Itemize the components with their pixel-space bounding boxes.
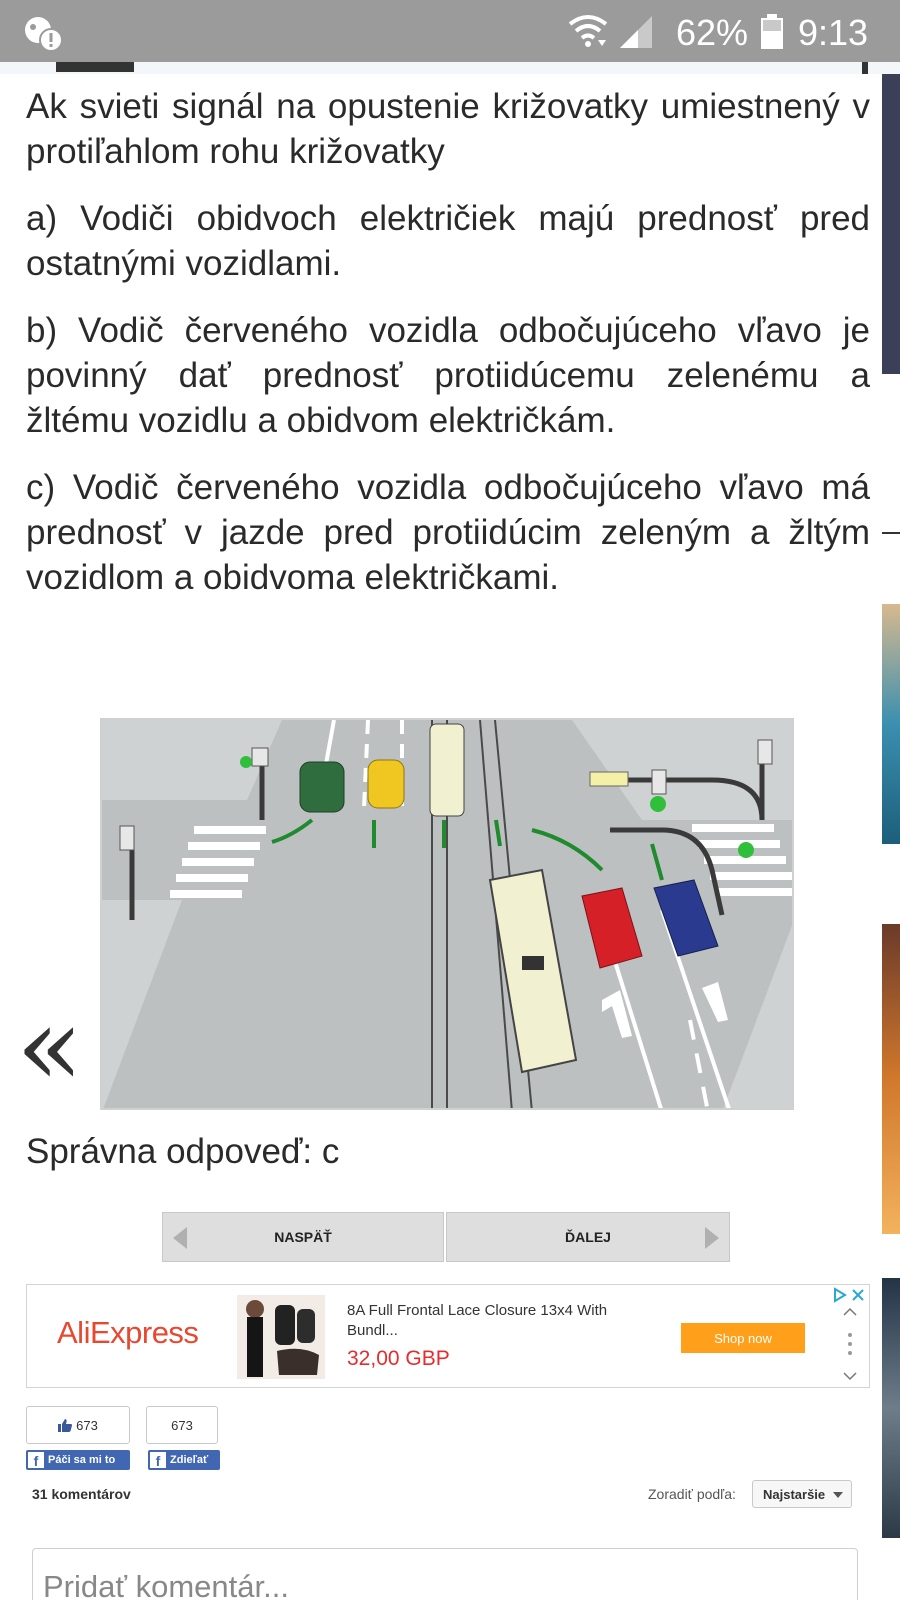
product-photo-drawing (237, 1295, 325, 1379)
question-block (26, 84, 870, 622)
notification-icon (22, 12, 64, 54)
ad-choices-icon[interactable] (833, 1287, 867, 1303)
top-strip (0, 62, 900, 74)
sidebar-thumb (882, 1278, 900, 1538)
next-button-label: ĎALEJ (565, 1229, 611, 1245)
thumbs-up-icon (58, 1419, 72, 1432)
sidebar-image (882, 74, 900, 374)
share-count-box (146, 1406, 218, 1444)
back-button[interactable] (162, 1212, 444, 1262)
signal-icon (618, 14, 654, 50)
battery-percent: 62% (676, 12, 749, 53)
facebook-share-label: Zdieľať (170, 1454, 209, 1466)
chevron-down-icon (833, 1492, 843, 1498)
advertisement[interactable] (26, 1284, 870, 1388)
question-stem: Ak svieti signál na opustenie križovatky umiestnený v protiľahlom rohu križovatky (26, 87, 870, 171)
status-bar (0, 0, 900, 62)
sidebar-clipped (882, 74, 900, 1600)
share-count: 673 (171, 1417, 193, 1433)
header-remnant (56, 62, 134, 72)
ad-product-title[interactable]: 8A Full Frontal Lace Closure 13x4 With Bundl... (347, 1302, 608, 1339)
intersection-illustration (100, 718, 794, 1110)
question-navigation (162, 1212, 730, 1262)
aliexpress-logo: AliExpress (57, 1315, 199, 1350)
like-count-box (26, 1406, 130, 1444)
clock: 9:13 (798, 12, 869, 53)
facebook-icon: f (28, 1452, 44, 1468)
like-count: 673 (76, 1417, 98, 1433)
wifi-icon (568, 12, 608, 50)
battery-icon (760, 14, 784, 50)
facebook-like-label: Páči sa mi to (48, 1454, 116, 1466)
arrow-right-icon (705, 1227, 719, 1249)
correct-answer: Správna odpoveď: c (26, 1132, 340, 1171)
facebook-icon: f (150, 1452, 166, 1468)
intersection-drawing (102, 720, 794, 1110)
previous-question-arrow[interactable]: « (16, 982, 84, 1110)
facebook-like-button[interactable] (26, 1450, 130, 1470)
comments-count: 31 komentárov (32, 1486, 131, 1502)
product-image[interactable] (237, 1295, 325, 1379)
ad-scroll-icon[interactable] (841, 1307, 859, 1381)
back-button-label: NASPÄŤ (274, 1229, 332, 1245)
sidebar-thumb (882, 604, 900, 844)
comment-input-placeholder: Pridať komentár... (43, 1569, 289, 1600)
facebook-share-button[interactable] (148, 1450, 220, 1470)
sort-label: Zoradiť podľa: (648, 1486, 736, 1502)
sidebar-thumb (882, 924, 900, 1234)
answer-option-c: c) Vodič červeného vozidla odbočujúceho vľavo má prednosť v jazde pred protiidúcim zeleným a žltým vozidlom a obidvoma električkami. (26, 468, 870, 597)
sort-select[interactable] (752, 1480, 852, 1508)
arrow-left-icon (173, 1227, 187, 1249)
answer-option-b: b) Vodič červeného vozidla odbočujúceho vľavo je povinný dať prednosť protiidúcemu zelenému a žltému vozidlu a obidvom električkám. (26, 311, 870, 440)
comment-input[interactable] (32, 1548, 858, 1600)
answer-option-a: a) Vodiči obidvoch električiek majú prednosť pred ostatnými vozidlami. (26, 199, 870, 283)
ad-price: 32,00 GBP (347, 1347, 450, 1370)
sidebar-heading (882, 532, 900, 568)
header-remnant-bar (862, 62, 868, 74)
sort-select-value: Najstaršie (763, 1486, 826, 1502)
shop-now-button[interactable]: Shop now (681, 1323, 805, 1353)
next-button[interactable] (446, 1212, 730, 1262)
